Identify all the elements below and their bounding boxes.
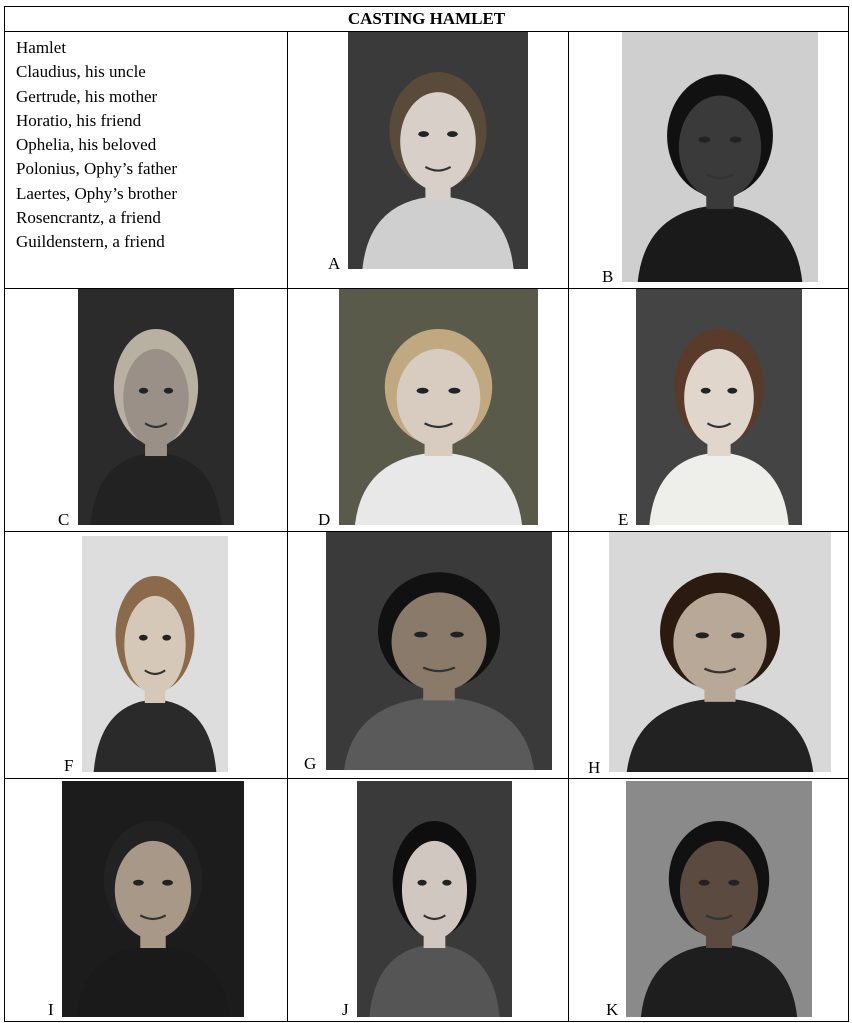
headshot-label-j: J: [342, 1000, 349, 1019]
table-border-left: [4, 6, 5, 1022]
role-item: Gertrude, his mother: [16, 86, 158, 106]
headshot-label-h: H: [588, 758, 601, 777]
role-item: Polonius, Ophy’s father: [16, 159, 178, 179]
headshot-photo-c: [78, 289, 234, 525]
column-divider-1: [287, 31, 288, 1022]
headshot-label-f: F: [64, 756, 74, 775]
headshot-photo-k: [626, 781, 812, 1017]
headshot-label-c: C: [58, 510, 70, 529]
headshot-label-k: K: [606, 1000, 619, 1019]
headshot-label-e: E: [618, 510, 629, 529]
table-border-top: [4, 6, 849, 7]
role-item: Rosencrantz, a friend: [16, 208, 161, 228]
role-item: Hamlet: [16, 38, 67, 57]
headshot-photo-d: [339, 289, 538, 525]
row-divider-3: [4, 778, 849, 779]
headshot-photo-g: [326, 532, 552, 770]
role-list: [16, 36, 177, 255]
table-border-bottom: [4, 1021, 849, 1022]
headshot-label-i: I: [48, 1000, 54, 1019]
role-item: Guildenstern, a friend: [16, 232, 165, 252]
role-item: Ophelia, his beloved: [16, 135, 157, 155]
headshot-photo-e: [636, 289, 802, 525]
table-border-right: [848, 6, 849, 1022]
headshot-photo-j: [357, 781, 512, 1017]
headshot-photo-f: [82, 536, 228, 772]
page-title: CASTING HAMLET: [347, 9, 506, 28]
column-divider-2: [568, 31, 569, 1022]
headshot-label-a: A: [328, 254, 341, 273]
casting-sheet: [4, 6, 849, 1022]
role-item: Claudius, his uncle: [16, 62, 146, 82]
headshot-photo-b: [622, 32, 818, 282]
headshot-label-g: G: [304, 754, 317, 773]
headshot-photo-a: [348, 32, 528, 269]
headshot-label-b: B: [602, 267, 614, 286]
role-item: Horatio, his friend: [16, 110, 142, 130]
headshot-label-d: D: [318, 510, 331, 529]
headshot-photo-i: [62, 781, 244, 1017]
role-item: Laertes, Ophy’s brother: [16, 183, 177, 203]
headshot-photo-h: [609, 532, 831, 772]
